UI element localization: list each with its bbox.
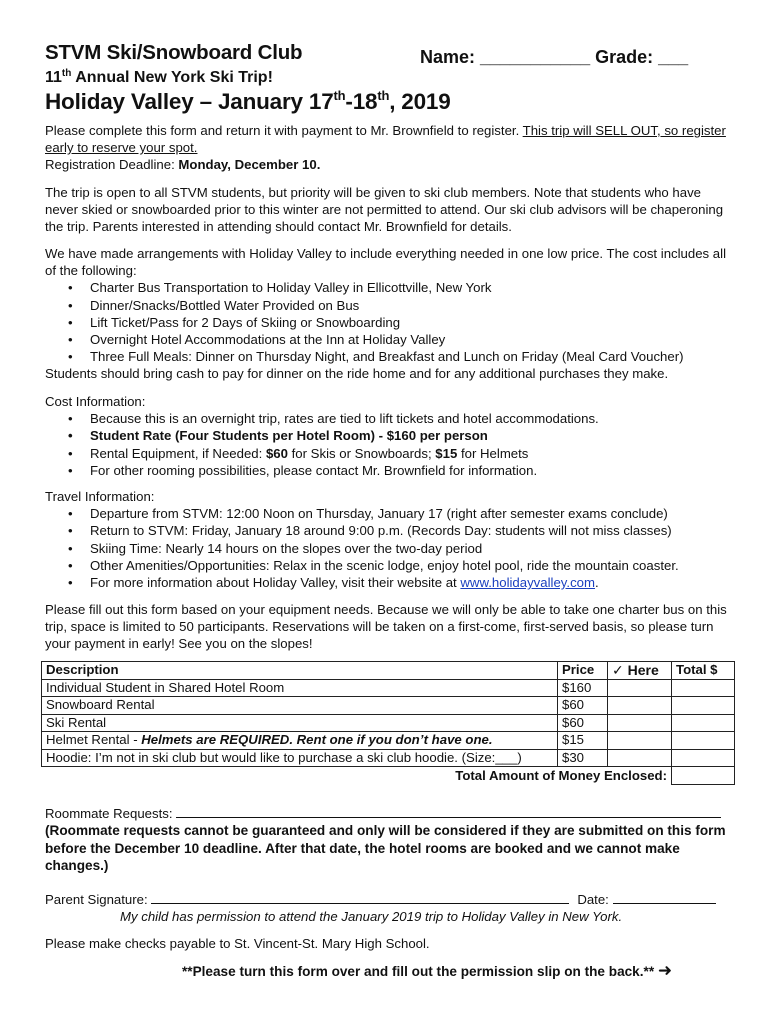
intro-paragraph: Please complete this form and return it with payment to Mr. Brownfield to register. This trip will SELL OUT, so register early to reserve your spot. Registration Deadline: Monday, December 10. [45, 123, 726, 173]
parent-signature-field[interactable] [151, 903, 569, 904]
eligibility-paragraph: The trip is open to all STVM students, but priority will be given to ski club members. Note that students who have never skied or snowboarded prior to this winter are not permitted to attend. Our ski club advisors will be chaperoning the trip. Parents interested in attending should contact Mr. Brownfield for details. [45, 185, 724, 235]
header-description: Description [42, 662, 558, 680]
total-cell[interactable] [672, 732, 735, 750]
permission-statement: My child has permission to attend the January 2019 trip to Holiday Valley in New York. [120, 909, 623, 925]
table-row: Hoodie: I’m not in ski club but would like to purchase a ski club hoodie. (Size:___) $30 [42, 749, 735, 767]
section-heading: Travel Information: [45, 489, 155, 504]
list-item: • Student Rate (Four Students per Hotel Room) - $160 per person [45, 427, 735, 444]
total-cell[interactable] [672, 679, 735, 697]
check-cell[interactable] [608, 697, 672, 715]
check-cell[interactable] [608, 679, 672, 697]
total-amount-field[interactable] [672, 767, 735, 785]
roommate-section: Roommate Requests: (Roommate requests cannot be guaranteed and only will be considered if they are submitted on this form before the December 10 deadline. After that date, the hotel rooms are booked and we cannot make changes.) [45, 806, 726, 874]
included-items-list [45, 279, 735, 365]
name-grade-field[interactable]: Name: ___________ Grade: ___ [420, 47, 689, 67]
registration-deadline: Monday, December 10. [178, 157, 321, 173]
checks-payable-note: Please make checks payable to St. Vincent-St. Mary High School. [45, 936, 430, 951]
list-item: • Other Amenities/Opportunities: Relax in the scenic lodge, enjoy hotel pool, ride the mountain coaster. [45, 557, 735, 574]
table-header-row [42, 662, 735, 680]
page-title: Holiday Valley – January 17th-18th, 2019 [45, 88, 451, 114]
list-item: • Departure from STVM: 12:00 Noon on Thursday, January 17 (right after semester exams conclude) [45, 505, 735, 522]
club-name: STVM Ski/Snowboard Club [45, 41, 303, 64]
list-item: • For other rooming possibilities, please contact Mr. Brownfield for information. [45, 462, 735, 479]
header-price: Price [558, 662, 608, 680]
total-cell[interactable] [672, 749, 735, 767]
total-cell[interactable] [672, 697, 735, 715]
check-cell[interactable] [608, 749, 672, 767]
list-item: • Rental Equipment, if Needed: $60 for Skis or Snowboards; $15 for Helmets [45, 445, 735, 462]
check-cell[interactable] [608, 714, 672, 732]
list-item: • Three Full Meals: Dinner on Thursday Night, and Breakfast and Lunch on Friday (Meal Card Voucher) [45, 348, 735, 365]
trip-subtitle: 11th Annual New York Ski Trip! [45, 68, 273, 86]
section-heading: Cost Information: [45, 394, 146, 409]
table-row: Snowboard Rental $60 [42, 697, 735, 715]
signature-section: Parent Signature: Date: My child has permission to attend the January 2019 trip to Holiday Valley in New York. [45, 891, 735, 925]
list-item: • For more information about Holiday Valley, visit their website at www.holidayvalley.com. [45, 574, 735, 591]
list-item: • Because this is an overnight trip, rates are tied to lift tickets and hotel accommodations. [45, 410, 735, 427]
check-cell[interactable] [608, 732, 672, 750]
turn-over-note: **Please turn this form over and fill out the permission slip on the back.** ➜ [182, 961, 673, 980]
roommate-requests-field[interactable] [176, 817, 721, 818]
header-check-here: ✓ Here [608, 662, 672, 680]
list-item: • Return to STVM: Friday, January 18 around 9:00 p.m. (Records Day: students will not miss classes) [45, 522, 735, 539]
travel-section [45, 488, 735, 591]
header-total: Total $ [672, 662, 735, 680]
list-item: • Charter Bus Transportation to Holiday Valley in Ellicottville, New York [45, 279, 735, 296]
total-cell[interactable] [672, 714, 735, 732]
website-link[interactable]: www.holidayvalley.com [460, 575, 596, 591]
list-item: • Lift Ticket/Pass for 2 Days of Skiing or Snowboarding [45, 314, 735, 331]
date-field[interactable] [613, 903, 716, 904]
cost-section [45, 393, 735, 479]
table-row: Helmet Rental - Helmets are REQUIRED. Rent one if you don’t have one. $15 [42, 732, 735, 750]
list-item: • Overnight Hotel Accommodations at the Inn at Holiday Valley [45, 331, 735, 348]
arrangements-section: We have made arrangements with Holiday Valley to include everything needed in one low price. The cost includes all of the following: • Charter Bus Transportation to Holiday Valley in Ellicottville, New York • Dinner/Snacks/Bottled Water Provided on Bus • Lift Ticket/Pass for 2 Days of Skiing or Snowboarding • Overnight Hotel Accommodations at the Inn at Holiday Valley • Three Full Meals: Dinner on Thursday Night, and Breakfast and Lunch on Friday (Meal Card Voucher) Students should bring cash to pay for dinner on the ride home and for any additional purchases they make. [45, 245, 735, 383]
total-amount-label: Total Amount of Money Enclosed: [455, 767, 667, 783]
table-row: Individual Student in Shared Hotel Room $160 [42, 679, 735, 697]
arrow-right-icon: ➜ [657, 961, 673, 980]
fill-out-paragraph: Please fill out this form based on your equipment needs. Because we will only be able to take one charter bus on this trip, space is limited to 50 participants. Reservations will be taken on a first-come, first-served basis, so please turn your payment in early! See you on the slopes! [45, 602, 727, 652]
table-row: Ski Rental $60 [42, 714, 735, 732]
pricing-table [41, 661, 735, 785]
list-item: • Skiing Time: Nearly 14 hours on the slopes over the two-day period [45, 540, 735, 557]
total-row [42, 767, 735, 785]
list-item: • Dinner/Snacks/Bottled Water Provided on Bus [45, 297, 735, 314]
